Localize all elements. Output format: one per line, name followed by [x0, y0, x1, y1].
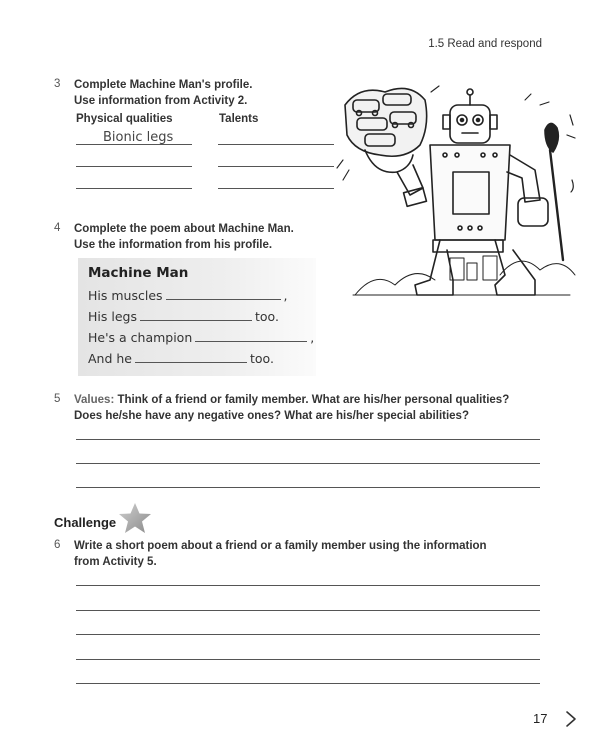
poem-blank-2[interactable]: [140, 310, 252, 321]
answer-6-line-2[interactable]: [76, 610, 540, 611]
machine-man-robot-illustration: [335, 80, 580, 330]
question-4-number: 4: [54, 222, 61, 234]
question-6-line2: from Activity 5.: [74, 556, 157, 568]
question-3-number: 3: [54, 78, 61, 90]
poem-blank-3[interactable]: [195, 331, 307, 342]
poem-title: Machine Man: [88, 265, 189, 281]
poem-line-1-end: ,: [283, 288, 288, 303]
question-5-text: [74, 392, 509, 424]
poem-line-2-start: His legs: [88, 309, 137, 324]
poem-line-1-start: His muscles: [88, 288, 163, 303]
question-5-line2: Does he/she have any negative ones? What are his/her special abilities?: [74, 410, 469, 422]
question-5-line1-text: Think of a friend or family member. What are his/her personal qualities?: [117, 394, 510, 406]
next-page-chevron-icon[interactable]: [565, 710, 577, 728]
poem-line-4-end: too.: [250, 351, 274, 366]
star-icon: [118, 502, 152, 534]
question-3-line2: Use information from Activity 2.: [74, 95, 248, 107]
poem-line-4: [88, 351, 274, 366]
answer-5-line-2[interactable]: [76, 463, 540, 464]
talents-heading: Talents: [219, 113, 259, 125]
answer-6-line-5[interactable]: [76, 683, 540, 684]
physical-quality-answer: Bionic legs: [103, 130, 174, 145]
question-4-line2: Use the information from his profile.: [74, 239, 273, 251]
poem-line-4-start: And he: [88, 351, 132, 366]
question-6-text: [74, 538, 487, 570]
poem-line-3-start: He's a champion: [88, 330, 193, 345]
section-header: 1.5 Read and respond: [428, 38, 542, 50]
answer-5-line-1[interactable]: [76, 439, 540, 440]
talents-line-1[interactable]: [218, 144, 334, 145]
talents-line-2[interactable]: [218, 166, 334, 167]
values-label: Values:: [74, 394, 115, 406]
question-3-line1: Complete Machine Man's profile.: [74, 79, 253, 91]
answer-5-line-3[interactable]: [76, 487, 540, 488]
physical-qualities-line-3[interactable]: [76, 188, 192, 189]
question-5-number: 5: [54, 393, 61, 405]
poem-line-2-end: too.: [254, 309, 279, 324]
talents-line-3[interactable]: [218, 188, 334, 189]
question-4-line1: Complete the poem about Machine Man.: [74, 223, 294, 235]
poem-line-2: [88, 309, 279, 324]
answer-6-line-1[interactable]: [76, 585, 540, 586]
poem-line-1: [88, 288, 288, 303]
question-6-number: 6: [54, 539, 61, 551]
physical-qualities-line-1[interactable]: [76, 144, 192, 145]
poem-line-3-end: ,: [310, 330, 315, 345]
poem-line-3: [88, 330, 314, 345]
poem-box: [78, 258, 316, 376]
question-6-line1: Write a short poem about a friend or a family member using the information: [74, 540, 487, 552]
physical-qualities-line-2[interactable]: [76, 166, 192, 167]
question-3-text: [74, 77, 252, 109]
poem-blank-4[interactable]: [135, 352, 247, 363]
answer-6-line-3[interactable]: [76, 634, 540, 635]
answer-6-line-4[interactable]: [76, 659, 540, 660]
physical-qualities-heading: Physical qualities: [76, 113, 173, 125]
page-number: 17: [533, 711, 548, 726]
question-4-text: [74, 221, 294, 253]
question-5-line1: [74, 392, 509, 408]
challenge-heading: Challenge: [54, 515, 117, 530]
poem-blank-1[interactable]: [166, 289, 281, 300]
